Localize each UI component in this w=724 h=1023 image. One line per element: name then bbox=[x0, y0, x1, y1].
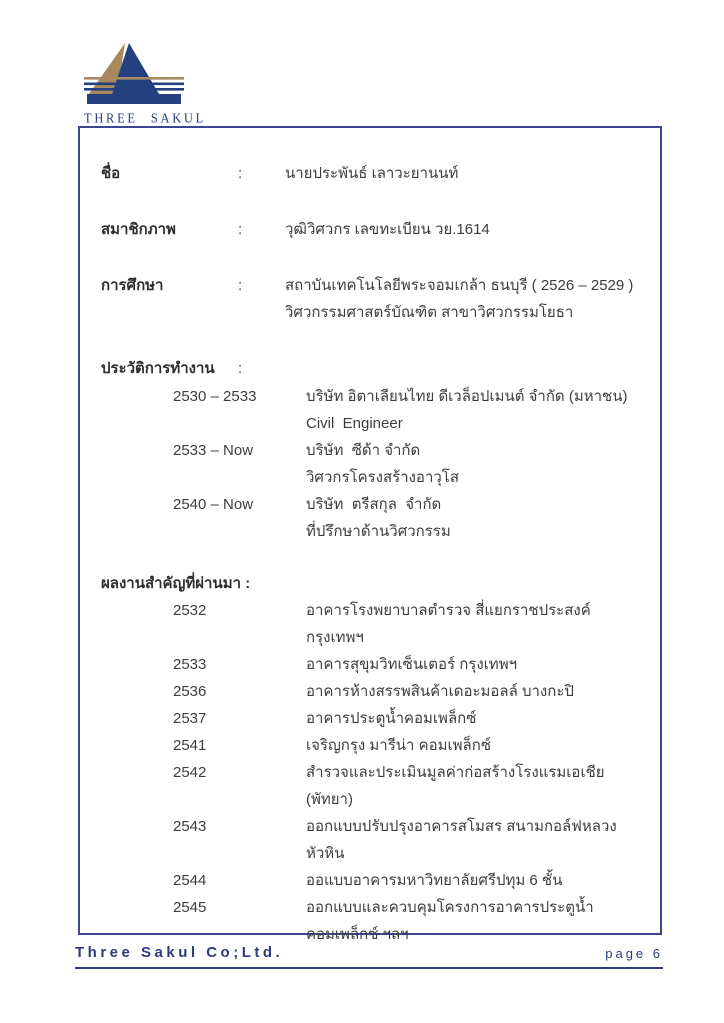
major-work-row bbox=[101, 678, 642, 705]
major-work-text: เจริญกรุง มารีน่า คอมเพล็กซ์ bbox=[306, 737, 491, 754]
field-label: ประวัติการทำงาน bbox=[101, 360, 215, 377]
field-values bbox=[285, 160, 642, 187]
work-entry-lines bbox=[306, 491, 642, 545]
work-entry-line: วิศวกรโครงสร้างอาวุโส bbox=[306, 469, 460, 486]
field-row bbox=[101, 272, 642, 326]
major-work-text: อาคารสุขุมวิทเซ็นเตอร์ กรุงเทพฯ bbox=[306, 656, 518, 673]
work-period: 2540 – Now bbox=[173, 496, 254, 513]
field-colon: : bbox=[238, 165, 243, 182]
page-footer bbox=[75, 944, 663, 969]
major-work-year: 2545 bbox=[173, 899, 207, 916]
major-work-row bbox=[101, 759, 642, 813]
logo-text: THREE SAKUL bbox=[84, 110, 206, 126]
work-period: 2533 – Now bbox=[173, 442, 254, 459]
work-history-entry bbox=[101, 437, 642, 491]
field-value-line: วิศวกรรมศาสตร์บัณฑิต สาขาวิศวกรรมโยธา bbox=[285, 304, 574, 321]
major-work-year: 2541 bbox=[173, 737, 207, 754]
major-work-text: สำรวจและประเมินมูลค่าก่อสร้างโรงแรมเอเชีย (พัทยา) bbox=[306, 764, 609, 808]
major-work-text: ออแบบอาคารมหาวิทยาลัยศรีปทุม 6 ชั้น bbox=[306, 872, 563, 889]
field-value-line: สถาบันเทคโนโลยีพระจอมเกล้า ธนบุรี ( 2526 – 2529 ) bbox=[285, 277, 634, 294]
work-entry-line: ที่ปรึกษาด้านวิศวกรรม bbox=[306, 523, 451, 540]
field-row bbox=[101, 216, 642, 243]
work-history-entry bbox=[101, 491, 642, 545]
major-work-row bbox=[101, 813, 642, 867]
major-work-year: 2536 bbox=[173, 683, 207, 700]
field-colon: : bbox=[238, 360, 243, 377]
field-value-line: นายประพันธ์ เลาวะยานนท์ bbox=[285, 165, 459, 182]
field-label: ชื่อ bbox=[101, 165, 121, 182]
major-work-row bbox=[101, 867, 642, 894]
work-entry-lines bbox=[306, 437, 642, 491]
field-value-line: วุฒิวิศวกร เลขทะเบียน วย.1614 bbox=[285, 221, 490, 238]
field-values bbox=[285, 272, 642, 326]
footer-company-name: Three Sakul Co;Ltd. bbox=[75, 944, 284, 961]
field-colon: : bbox=[238, 221, 243, 238]
major-work-row bbox=[101, 705, 642, 732]
major-work-text: ออกแบบและควบคุมโครงการอาคารประตูน้ำคอมเพล็กซ์ ฯลฯ bbox=[306, 899, 594, 943]
major-work-row bbox=[101, 597, 642, 651]
work-history-entry bbox=[101, 383, 642, 437]
work-entry-line: บริษัท ซีด้า จำกัด bbox=[306, 442, 421, 459]
major-work-year: 2542 bbox=[173, 764, 207, 781]
field-values bbox=[285, 216, 642, 243]
work-entry-lines bbox=[306, 383, 642, 437]
major-work-text: อาคารห้างสรรพสินค้าเดอะมอลล์ บางกะปิ bbox=[306, 683, 574, 700]
work-history-section bbox=[101, 355, 642, 545]
field-row bbox=[101, 355, 642, 382]
major-work-text: ออกแบบปรับปรุงอาคารสโมสร สนามกอล์ฟหลวงหัวหิน bbox=[306, 818, 617, 862]
company-logo bbox=[84, 42, 206, 126]
major-works-header: ผลงานสำคัญที่ผ่านมา : bbox=[101, 575, 251, 592]
footer-page-number: page 6 bbox=[605, 946, 663, 961]
major-work-row bbox=[101, 732, 642, 759]
major-work-row bbox=[101, 894, 642, 948]
major-work-year: 2543 bbox=[173, 818, 207, 835]
work-period: 2530 – 2533 bbox=[173, 388, 257, 405]
major-work-text: อาคารประตูน้ำคอมเพล็กซ์ bbox=[306, 710, 477, 727]
field-label: สมาชิกภาพ bbox=[101, 221, 176, 238]
major-work-row bbox=[101, 651, 642, 678]
major-work-year: 2544 bbox=[173, 872, 207, 889]
major-work-year: 2537 bbox=[173, 710, 207, 727]
work-entry-line: บริษัท ตรีสกุล จำกัด bbox=[306, 496, 442, 513]
major-work-year: 2532 bbox=[173, 602, 207, 619]
field-colon: : bbox=[238, 277, 243, 294]
major-work-year: 2533 bbox=[173, 656, 207, 673]
major-work-text: อาคารโรงพยาบาลตำรวจ สี่แยกราชประสงค์ กรุงเทพฯ bbox=[306, 602, 595, 646]
sailboat-logo-icon bbox=[84, 42, 184, 108]
major-works-list bbox=[101, 597, 642, 948]
resume-content-box bbox=[78, 126, 662, 943]
field-row bbox=[101, 160, 642, 187]
work-entry-line: Civil Engineer bbox=[306, 415, 403, 432]
work-entry-line: บริษัท อิตาเลียนไทย ดีเวล็อปเมนต์ จำกัด (มหาชน) bbox=[306, 388, 628, 405]
field-values bbox=[285, 355, 642, 382]
field-label: การศึกษา bbox=[101, 277, 164, 294]
resume-fields bbox=[101, 160, 642, 326]
